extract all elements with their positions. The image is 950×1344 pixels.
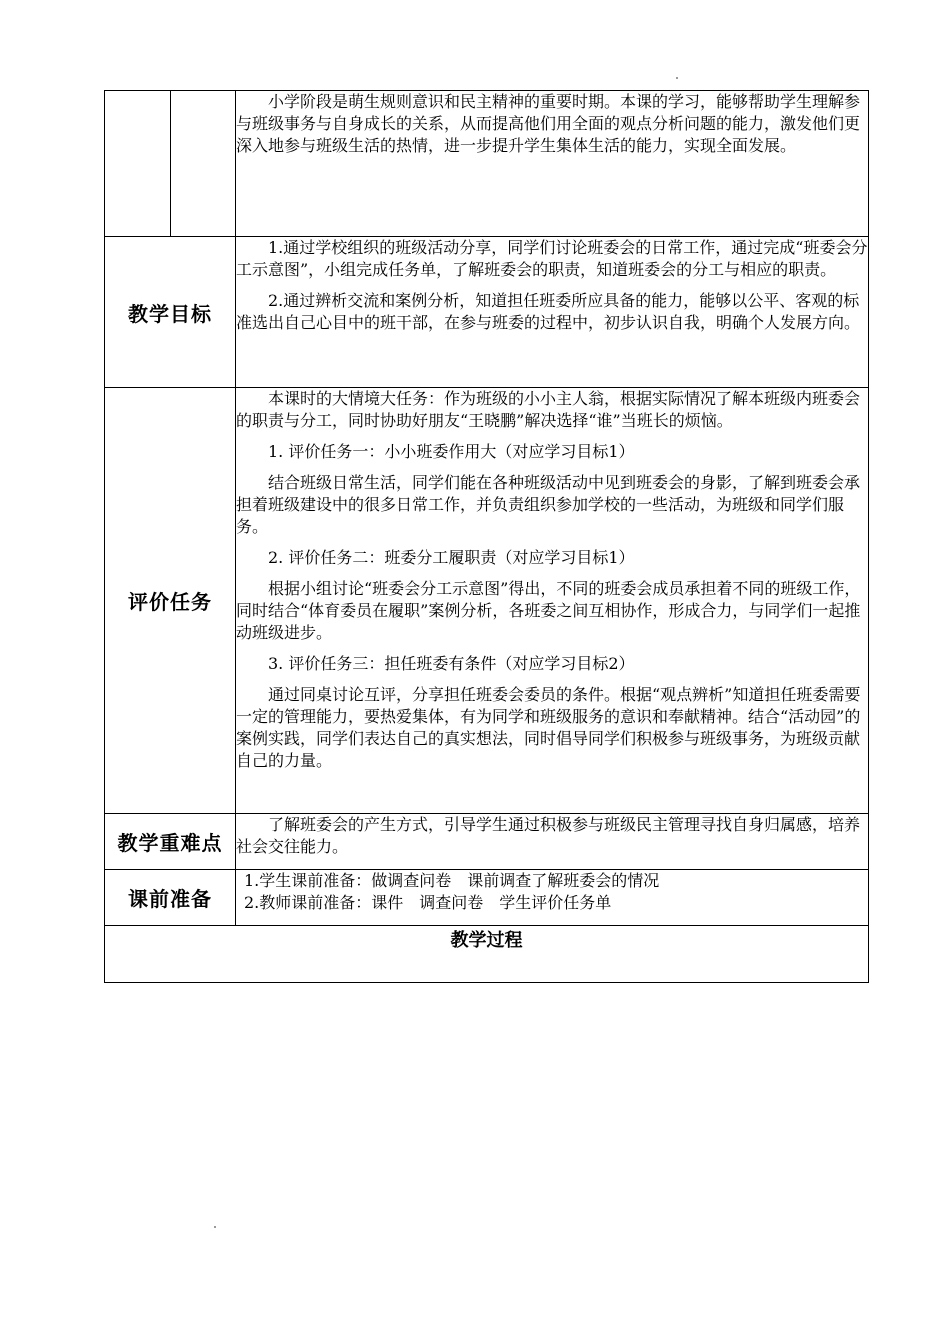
difficulties-label: 教学重难点 bbox=[105, 814, 236, 870]
assessment-label: 评价任务 bbox=[105, 388, 236, 814]
intro-content bbox=[236, 91, 869, 237]
process-title: 教学过程 bbox=[105, 926, 869, 983]
intro-text: 小学阶段是萌生规则意识和民主精神的重要时期。本课的学习，能够帮助学生理解参与班级事务与自身成长的关系，从而提高他们用全面的观点分析问题的能力，激发他们更深入地参与班级生活的热情，进一步提升学生集体生活的能力，实现全面发展。 bbox=[236, 92, 861, 155]
preparation-line-2: 2.教师课前准备：课件 调查问卷 学生评价任务单 bbox=[244, 893, 612, 912]
task-1-title: 1. 评价任务一：小小班委作用大（对应学习目标1） bbox=[268, 442, 635, 461]
assessment-content bbox=[236, 388, 869, 814]
preparation-line-1: 1.学生课前准备：做调查问卷 课前调查了解班委会的情况 bbox=[244, 871, 660, 890]
preparation-label: 课前准备 bbox=[105, 870, 236, 926]
objective-item-1: 1.通过学校组织的班级活动分享，同学们讨论班委会的日常工作，通过完成“班委会分工示意图”，小组完成任务单，了解班委会的职责，知道班委会的分工与相应的职责。 bbox=[236, 238, 868, 279]
task-3-title: 3. 评价任务三：担任班委有条件（对应学习目标2） bbox=[268, 654, 635, 673]
difficulties-row bbox=[105, 814, 869, 870]
process-row bbox=[105, 926, 869, 983]
difficulties-content bbox=[236, 814, 869, 870]
objectives-label: 教学目标 bbox=[105, 237, 236, 388]
task-3-desc: 通过同桌讨论互评，分享担任班委会委员的条件。根据“观点辨析”知道担任班委需要一定的管理能力，要热爱集体，有为同学和班级服务的意识和奉献精神。结合“活动园”的案例实践，同学们表达自己的真实想法，同时倡导同学们积极参与班级事务，为班级贡献自己的力量。 bbox=[236, 685, 861, 770]
preparation-content bbox=[236, 870, 869, 926]
intro-label-cell-b bbox=[171, 91, 236, 237]
intro-label-cell-a bbox=[105, 91, 171, 237]
assessment-row bbox=[105, 388, 869, 814]
task-1-desc: 结合班级日常生活，同学们能在各种班级活动中见到班委会的身影，了解到班委会承担着班级建设中的很多日常工作，并负责组织参加学校的一些活动，为班级和同学们服务。 bbox=[236, 473, 861, 536]
objectives-content bbox=[236, 237, 869, 388]
task-2-desc: 根据小组讨论“班委会分工示意图”得出，不同的班委会成员承担着不同的班级工作，同时结合“体育委员在履职”案例分析，各班委之间互相协作，形成合力，与同学们一起推动班级进步。 bbox=[236, 579, 861, 642]
assessment-intro: 本课时的大情境大任务：作为班级的小小主人翁，根据实际情况了解本班级内班委会的职责与分工，同时协助好朋友“王晓鹏”解决选择“谁”当班长的烦恼。 bbox=[236, 389, 861, 430]
lesson-plan-table bbox=[104, 90, 869, 983]
task-2-title: 2. 评价任务二：班委分工履职责（对应学习目标1） bbox=[268, 548, 635, 567]
intro-row bbox=[105, 91, 869, 237]
objective-item-2: 2.通过辨析交流和案例分析，知道担任班委所应具备的能力，能够以公平、客观的标准选出自己心目中的班干部，在参与班委的过程中，初步认识自我，明确个人发展方向。 bbox=[236, 291, 861, 332]
difficulties-text: 了解班委会的产生方式，引导学生通过积极参与班级民主管理寻找自身归属感，培养社会交往能力。 bbox=[236, 815, 861, 856]
scan-dot-top bbox=[676, 77, 678, 79]
preparation-row bbox=[105, 870, 869, 926]
scan-dot-bottom bbox=[214, 1226, 216, 1228]
objectives-row bbox=[105, 237, 869, 388]
